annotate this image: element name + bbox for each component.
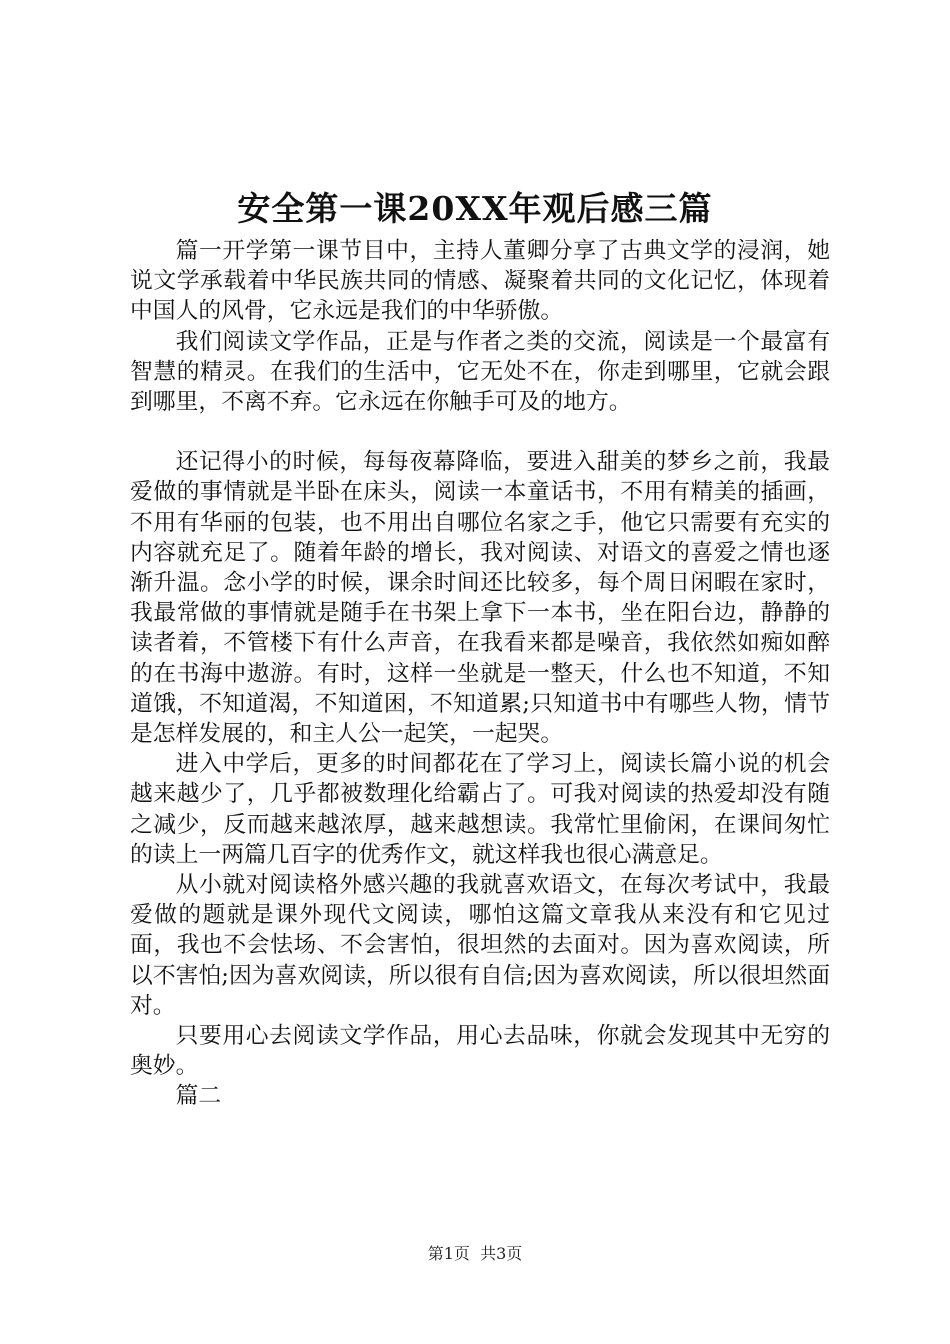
document-title: 安全第一课20XX年观后感三篇 — [237, 189, 713, 228]
paragraph-7: 篇二 — [175, 1083, 222, 1110]
paragraph-6: 只要用心去阅读文学作品，用心去品味，你就会发现其中无穷的奥妙。 — [130, 1023, 830, 1080]
page-footer — [0, 1242, 950, 1266]
paragraph-2: 我们阅读文学作品，正是与作者之类的交流，阅读是一个最富有智慧的精灵。在我们的生活中，它无处不在，你走到哪里，它就会跟到哪里，不离不弃。它永远在你触手可及的地方。 — [130, 328, 830, 416]
paragraph-3: 还记得小的时候，每每夜幕降临，要进入甜美的梦乡之前，我最爱做的事情就是半卧在床头，阅读一本童话书，不用有精美的插画，不用有华丽的包装，也不用出自哪位名家之手，他它只需要有充实的内容就充足了。随着年龄的增长，我对阅读、对语文的喜爱之情也逐渐升温。念小学的时候，课余时间还比较多，每个周日闲暇在家时，我最常做的事情就是随手在书架上拿下一本书，坐在阳台边，静静的读者着，不管楼下有什么声音，在我看来都是噪音，我依然如痴如醉的在书海中遨游。有时，这样一坐就是一整天，什么也不知道，不知道饿，不知道渴，不知道困，不知道累;只知道书中有哪些人物，情节是怎样发展的，和主人公一起笑，一起哭。 — [130, 449, 830, 748]
paragraph-4: 进入中学后，更多的时间都花在了学习上，阅读长篇小说的机会越来越少了，几乎都被数理化给霸占了。可我对阅读的热爱却没有随之减少，反而越来越浓厚，越来越想读。我常忙里偷闲，在课间匆忙的读上一两篇几百字的优秀作文，就这样我也很心满意足。 — [130, 751, 830, 868]
paragraph-spacer — [130, 417, 830, 447]
paragraph-5: 从小就对阅读格外感兴趣的我就喜欢语文，在每次考试中，我最爱做的题就是课外现代文阅读，哪怕这篇文章我从来没有和它见过面，我也不会怯场、不会害怕，很坦然的去面对。因为喜欢阅读，所以不害怕;因为喜欢阅读，所以很有自信;因为喜欢阅读，所以很坦然面对。 — [130, 872, 830, 1019]
document-body — [130, 236, 830, 1112]
page-number-label: 第1页 共3页 — [427, 1244, 523, 1263]
paragraph-1: 篇一开学第一课节目中，主持人董卿分享了古典文学的浸润，她说文学承载着中华民族共同的情感、凝聚着共同的文化记忆，体现着中国人的风骨，它永远是我们的中华骄傲。 — [130, 238, 830, 325]
